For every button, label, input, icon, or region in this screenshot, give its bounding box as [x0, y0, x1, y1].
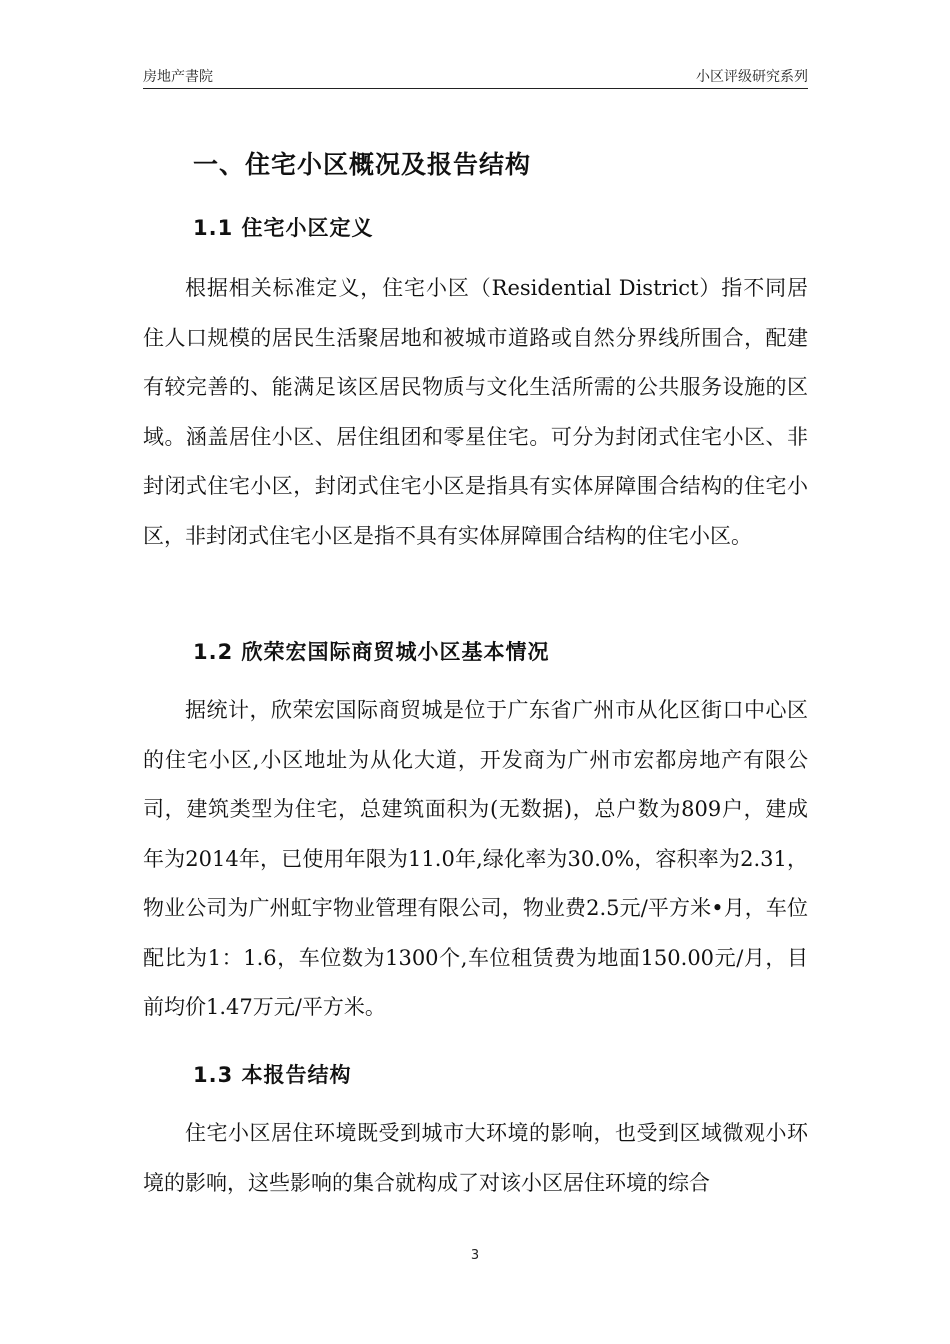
paragraph-1-1: 根据相关标准定义，住宅小区（Residential District）指不同居住人口规模的居民生活聚居地和被城市道路或自然分界线所围合，配建有较完善的、能满足该区居民物质与文化生活所需的公共服务设施的区域。涵盖居住小区、居住组团和零星住宅。可分为封闭式住宅小区、非封闭式住宅小区，封闭式住宅小区是指具有实体屏障围合结构的住宅小区，非封闭式住宅小区是指不具有实体屏障围合结构的住宅小区。 [143, 276, 808, 548]
subsection-heading-1-3: 1.3 本报告结构 [193, 1063, 352, 1087]
header-right-title: 小区评级研究系列 [696, 69, 808, 85]
subsection-heading-1-2: 1.2 欣荣宏国际商贸城小区基本情况 [193, 640, 550, 664]
subsection-heading-1-1: 1.1 住宅小区定义 [193, 216, 374, 240]
paragraph-1-3: 住宅小区居住环境既受到城市大环境的影响，也受到区域微观小环境的影响，这些影响的集合就构成了对该小区居住环境的综合 [143, 1121, 808, 1195]
header-divider [143, 88, 808, 89]
page-header [143, 66, 808, 88]
section-heading: 一、住宅小区概况及报告结构 [193, 150, 532, 179]
header-left-title: 房地产書院 [143, 69, 213, 85]
page-number: 3 [470, 1248, 480, 1263]
paragraph-1-2: 据统计，欣荣宏国际商贸城是位于广东省广州市从化区街口中心区的住宅小区,小区地址为从化大道，开发商为广州市宏都房地产有限公司，建筑类型为住宅，总建筑面积为(无数据)，总户数为809户，建成年为2014年，已使用年限为11.0年,绿化率为30.0%，容积率为2.31，物业公司为广州虹宇物业管理有限公司，物业费2.5元/平方米•月，车位配比为1：1.6，车位数为1300个,车位租赁费为地面150.00元/月，目前均价1.47万元/平方米。 [143, 698, 808, 1019]
